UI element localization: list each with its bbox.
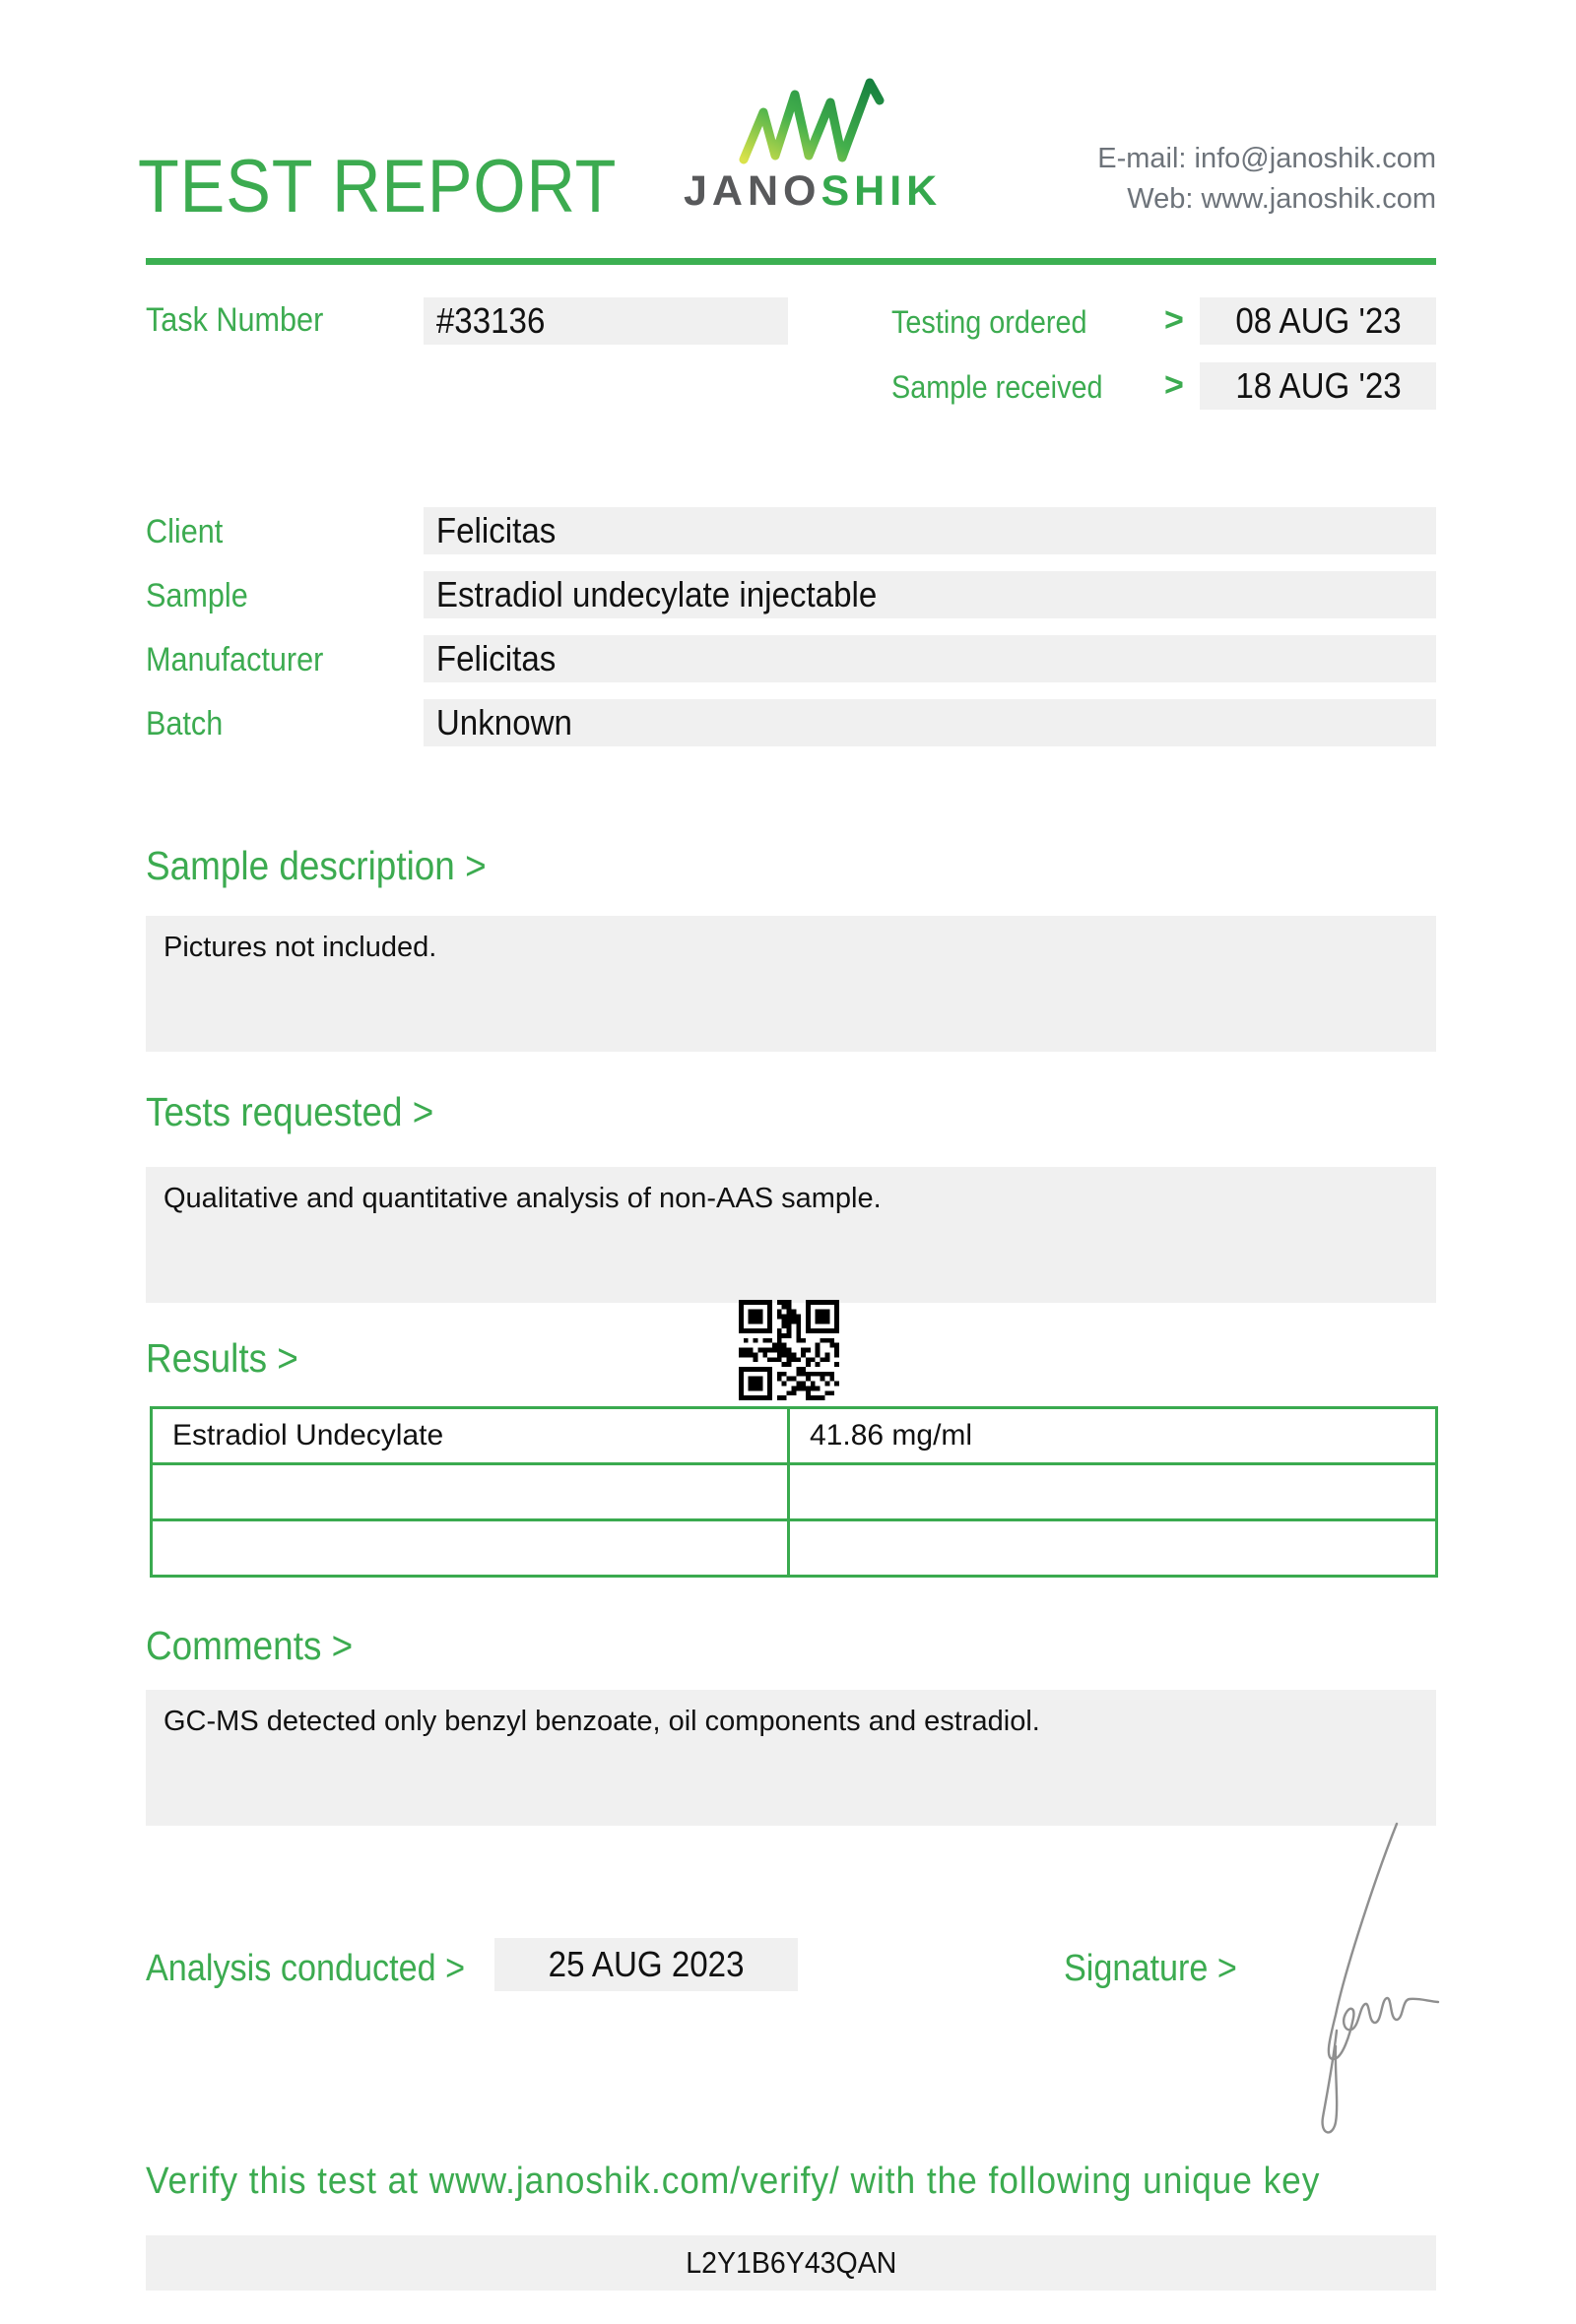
analysis-conducted-value: 25 AUG 2023 [494, 1938, 798, 1991]
table-row [153, 1409, 1435, 1465]
manufacturer-label: Manufacturer [146, 641, 324, 678]
signature-image [1280, 1812, 1453, 2142]
testing-ordered-label: Testing ordered [891, 304, 1087, 340]
header-divider [146, 258, 1436, 265]
tests-requested-text: Qualitative and quantitative analysis of non-AAS sample. [164, 1183, 882, 1214]
batch-value: Unknown [424, 699, 1436, 746]
results-heading: Results > [146, 1335, 298, 1381]
sample-received-arrow: > [1164, 366, 1184, 404]
analyte-cell: Estradiol Undecylate [153, 1409, 790, 1462]
tests-requested-box [146, 1167, 1436, 1303]
task-number-value: #33136 [424, 297, 788, 345]
contact-block [1097, 139, 1436, 220]
comments-box [146, 1690, 1436, 1826]
table-row [153, 1521, 1435, 1575]
page-title-text: TEST REPORT [138, 145, 618, 228]
logo-shik: SHIK [821, 167, 943, 215]
testing-ordered-value: 08 AUG '23 [1200, 297, 1436, 345]
comments-text: GC-MS detected only benzyl benzoate, oil components and estradiol. [164, 1706, 1040, 1737]
sample-description-heading: Sample description > [146, 843, 487, 888]
unique-key-box [146, 2235, 1436, 2291]
logo-wordmark [684, 167, 942, 216]
result-cell: 41.86 mg/ml [810, 1419, 973, 1452]
comments-heading: Comments > [146, 1623, 354, 1668]
testing-ordered-arrow: > [1164, 301, 1184, 339]
unique-key: L2Y1B6Y43QAN [685, 2245, 897, 2280]
janoshik-chart-logo-icon [736, 77, 891, 165]
qr-code [739, 1300, 839, 1400]
contact-web: Web: www.janoshik.com [1127, 183, 1436, 216]
signature-label: Signature > [1064, 1948, 1237, 1989]
analyte-cell [153, 1521, 790, 1575]
sample-received-label: Sample received [891, 369, 1103, 405]
tests-requested-heading: Tests requested > [146, 1089, 434, 1134]
contact-email: E-mail: info@janoshik.com [1097, 143, 1436, 174]
result-cell [790, 1465, 1435, 1518]
sample-label: Sample [146, 577, 248, 614]
page-title [138, 144, 670, 229]
client-label: Client [146, 513, 224, 550]
sample-description-text: Pictures not included. [164, 932, 437, 963]
table-row [153, 1465, 1435, 1521]
verify-instruction: Verify this test at www.janoshik.com/verify/ with the following unique key [146, 2161, 1321, 2202]
task-number-label: Task Number [146, 301, 324, 339]
client-value: Felicitas [424, 507, 1436, 554]
batch-label: Batch [146, 705, 224, 742]
results-table [150, 1406, 1438, 1578]
analyte-cell [153, 1465, 790, 1518]
sample-description-box [146, 916, 1436, 1052]
sample-value: Estradiol undecylate injectable [424, 571, 1436, 618]
sample-received-value: 18 AUG '23 [1200, 362, 1436, 410]
analysis-conducted-label: Analysis conducted > [146, 1948, 466, 1989]
manufacturer-value: Felicitas [424, 635, 1436, 682]
logo-jano: JANO [684, 167, 821, 215]
result-cell [790, 1521, 1435, 1575]
